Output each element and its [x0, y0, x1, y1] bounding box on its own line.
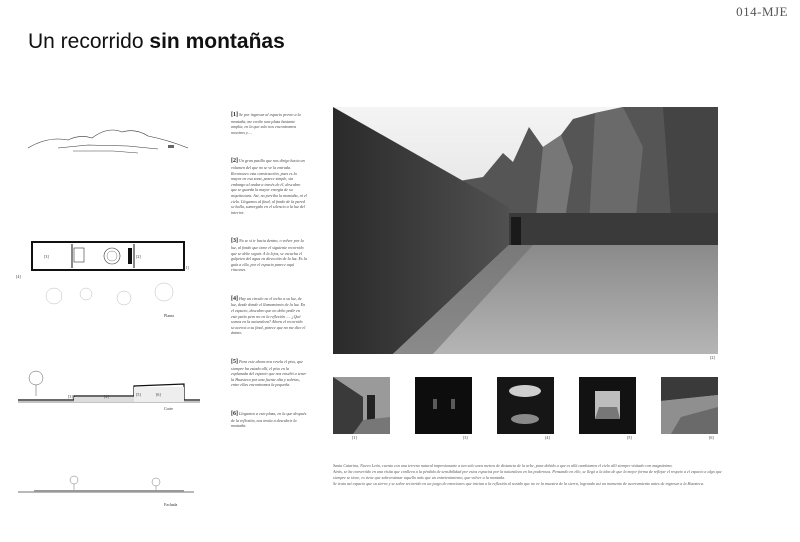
section-title: Corte — [164, 406, 173, 411]
step-5 — [231, 359, 307, 388]
main-render-photo — [333, 107, 718, 354]
narrative-column — [231, 112, 307, 452]
section-label-3: [3] — [68, 394, 73, 399]
caption-line: Se trata así espacio que su sierra y se sobre recorrido en un juego de emociones que inician a la reflexión al sonido que no ve la muestra de la sierra, logrando así un momento de acercamiento antes de ingresar a la Huasteca. — [333, 481, 705, 486]
sheet-code: 014-MJE — [736, 4, 788, 19]
step-number: [4] — [231, 295, 238, 302]
caption-line: Atrás, se ha convertido en una visita que conlleva a la pérdida de sensibilidad por estos espacios por la naturaleza en los poderosos. Pensando en ello, se llegó a la idea de que la mejor forma de reflejar el respeto a el espacio a algo que siempre se tiene, es tiene que sobreestimar aquello más que un entretenimiento, que volver a la montaña. — [333, 469, 722, 480]
thumbnail-6 — [661, 377, 718, 434]
section-label-4: [4] — [104, 394, 109, 399]
thumbnail-5 — [579, 377, 636, 434]
step-number: [1] — [231, 112, 238, 118]
floor-plan — [14, 236, 200, 320]
thumb-label-4: [4] — [545, 435, 550, 440]
step-text: Para este ahora nos revela el piso, que siempre ha estado allí, el piso en la explanada del espacio que nos enseñó a tener la Huasteca por una fuente alta y sobrias, entre ellas encontramos la pequeña. — [231, 359, 307, 388]
thumb-label-5: [5] — [627, 435, 632, 440]
step-text: No se si ir hacia dentro, o volver por la luz, al fondo que tiene el siguiente recorrido que se debe seguir. A la lejos, se escucha el golpeteo del agua en dirección de la luz. Es la guía a ella, por el espacio parece aquí rincones. — [231, 238, 307, 273]
thumb-label-1: [1] — [352, 435, 357, 440]
title-regular: Un recorrido — [28, 30, 150, 53]
perspective-sketch — [18, 118, 194, 160]
page-title — [28, 30, 285, 54]
step-3 — [231, 238, 307, 273]
section-label-5: [5] — [136, 392, 141, 397]
thumbnail-4 — [497, 377, 554, 434]
step-text: Se por ingresar al espacio previo a la montaña, me recibe una plaza bastante amplia, en la que solo nos encontramos nosotros y…. — [231, 112, 301, 135]
step-1 — [231, 112, 307, 135]
step-6 — [231, 411, 307, 429]
step-2 — [231, 158, 307, 215]
step-number: [3] — [231, 238, 238, 245]
elevation-drawing — [14, 470, 200, 502]
title-bold: sin montañas — [149, 30, 285, 53]
project-description — [333, 463, 723, 487]
plan-title: Planta — [164, 313, 174, 318]
thumb-label-6: [6] — [709, 435, 714, 440]
step-text: Llegamos a este plaza, en la que después de la reflexión, nos invita a descubrir la montaña. — [231, 411, 307, 429]
section-label-6: [6] — [156, 392, 161, 397]
caption-line: Santa Catarina, Nuevo León, cuenta con una terreno natural impresionante a tan solo unos metros de distancia de la urbe, para debido a que es allá cambiamos el cielo allí siempre visitado con magnánimo. — [333, 463, 673, 468]
thumbnail-1 — [333, 377, 390, 434]
elevation-title: Fachada — [164, 502, 178, 507]
step-text: Un gran pasillo que nos dirige hacia un volumen del que no se ve la entrada. Reconozco esta construcción, pues es la mayor en esa zona, parece simple, sin embargo al andar a través de él, descubro que se guarda la mayor energía de su arquitectura. Así, no percibo la montaña, ni el cielo. Llegamos al final, al fondo de la pared se halla, sumergido en el silencio a la luz del interior. — [231, 158, 307, 215]
thumb-label-3: [3] — [463, 435, 468, 440]
plan-label-1: [1] — [184, 265, 189, 270]
plan-label-4: [4] — [16, 274, 21, 279]
main-photo-label: [2] — [710, 355, 715, 360]
step-number: [6] — [231, 411, 238, 417]
thumbnail-3 — [415, 377, 472, 434]
step-number: [2] — [231, 158, 238, 165]
step-4 — [231, 296, 307, 336]
plan-label-2: [2] — [136, 254, 141, 259]
step-text: Hay un círculo en el techo a su luz, de luz, desde donde el llamamiento de la luz. En el espacio, descubro que no debo pedir en este patio pero no en la reflexión …. ¿Qué somos en la naturaleza? Ahora el recorrido se acerca a su final, parece que no me dice el ánimo. — [231, 295, 306, 336]
step-number: [5] — [231, 359, 238, 366]
plan-label-3: [3] — [44, 254, 49, 259]
